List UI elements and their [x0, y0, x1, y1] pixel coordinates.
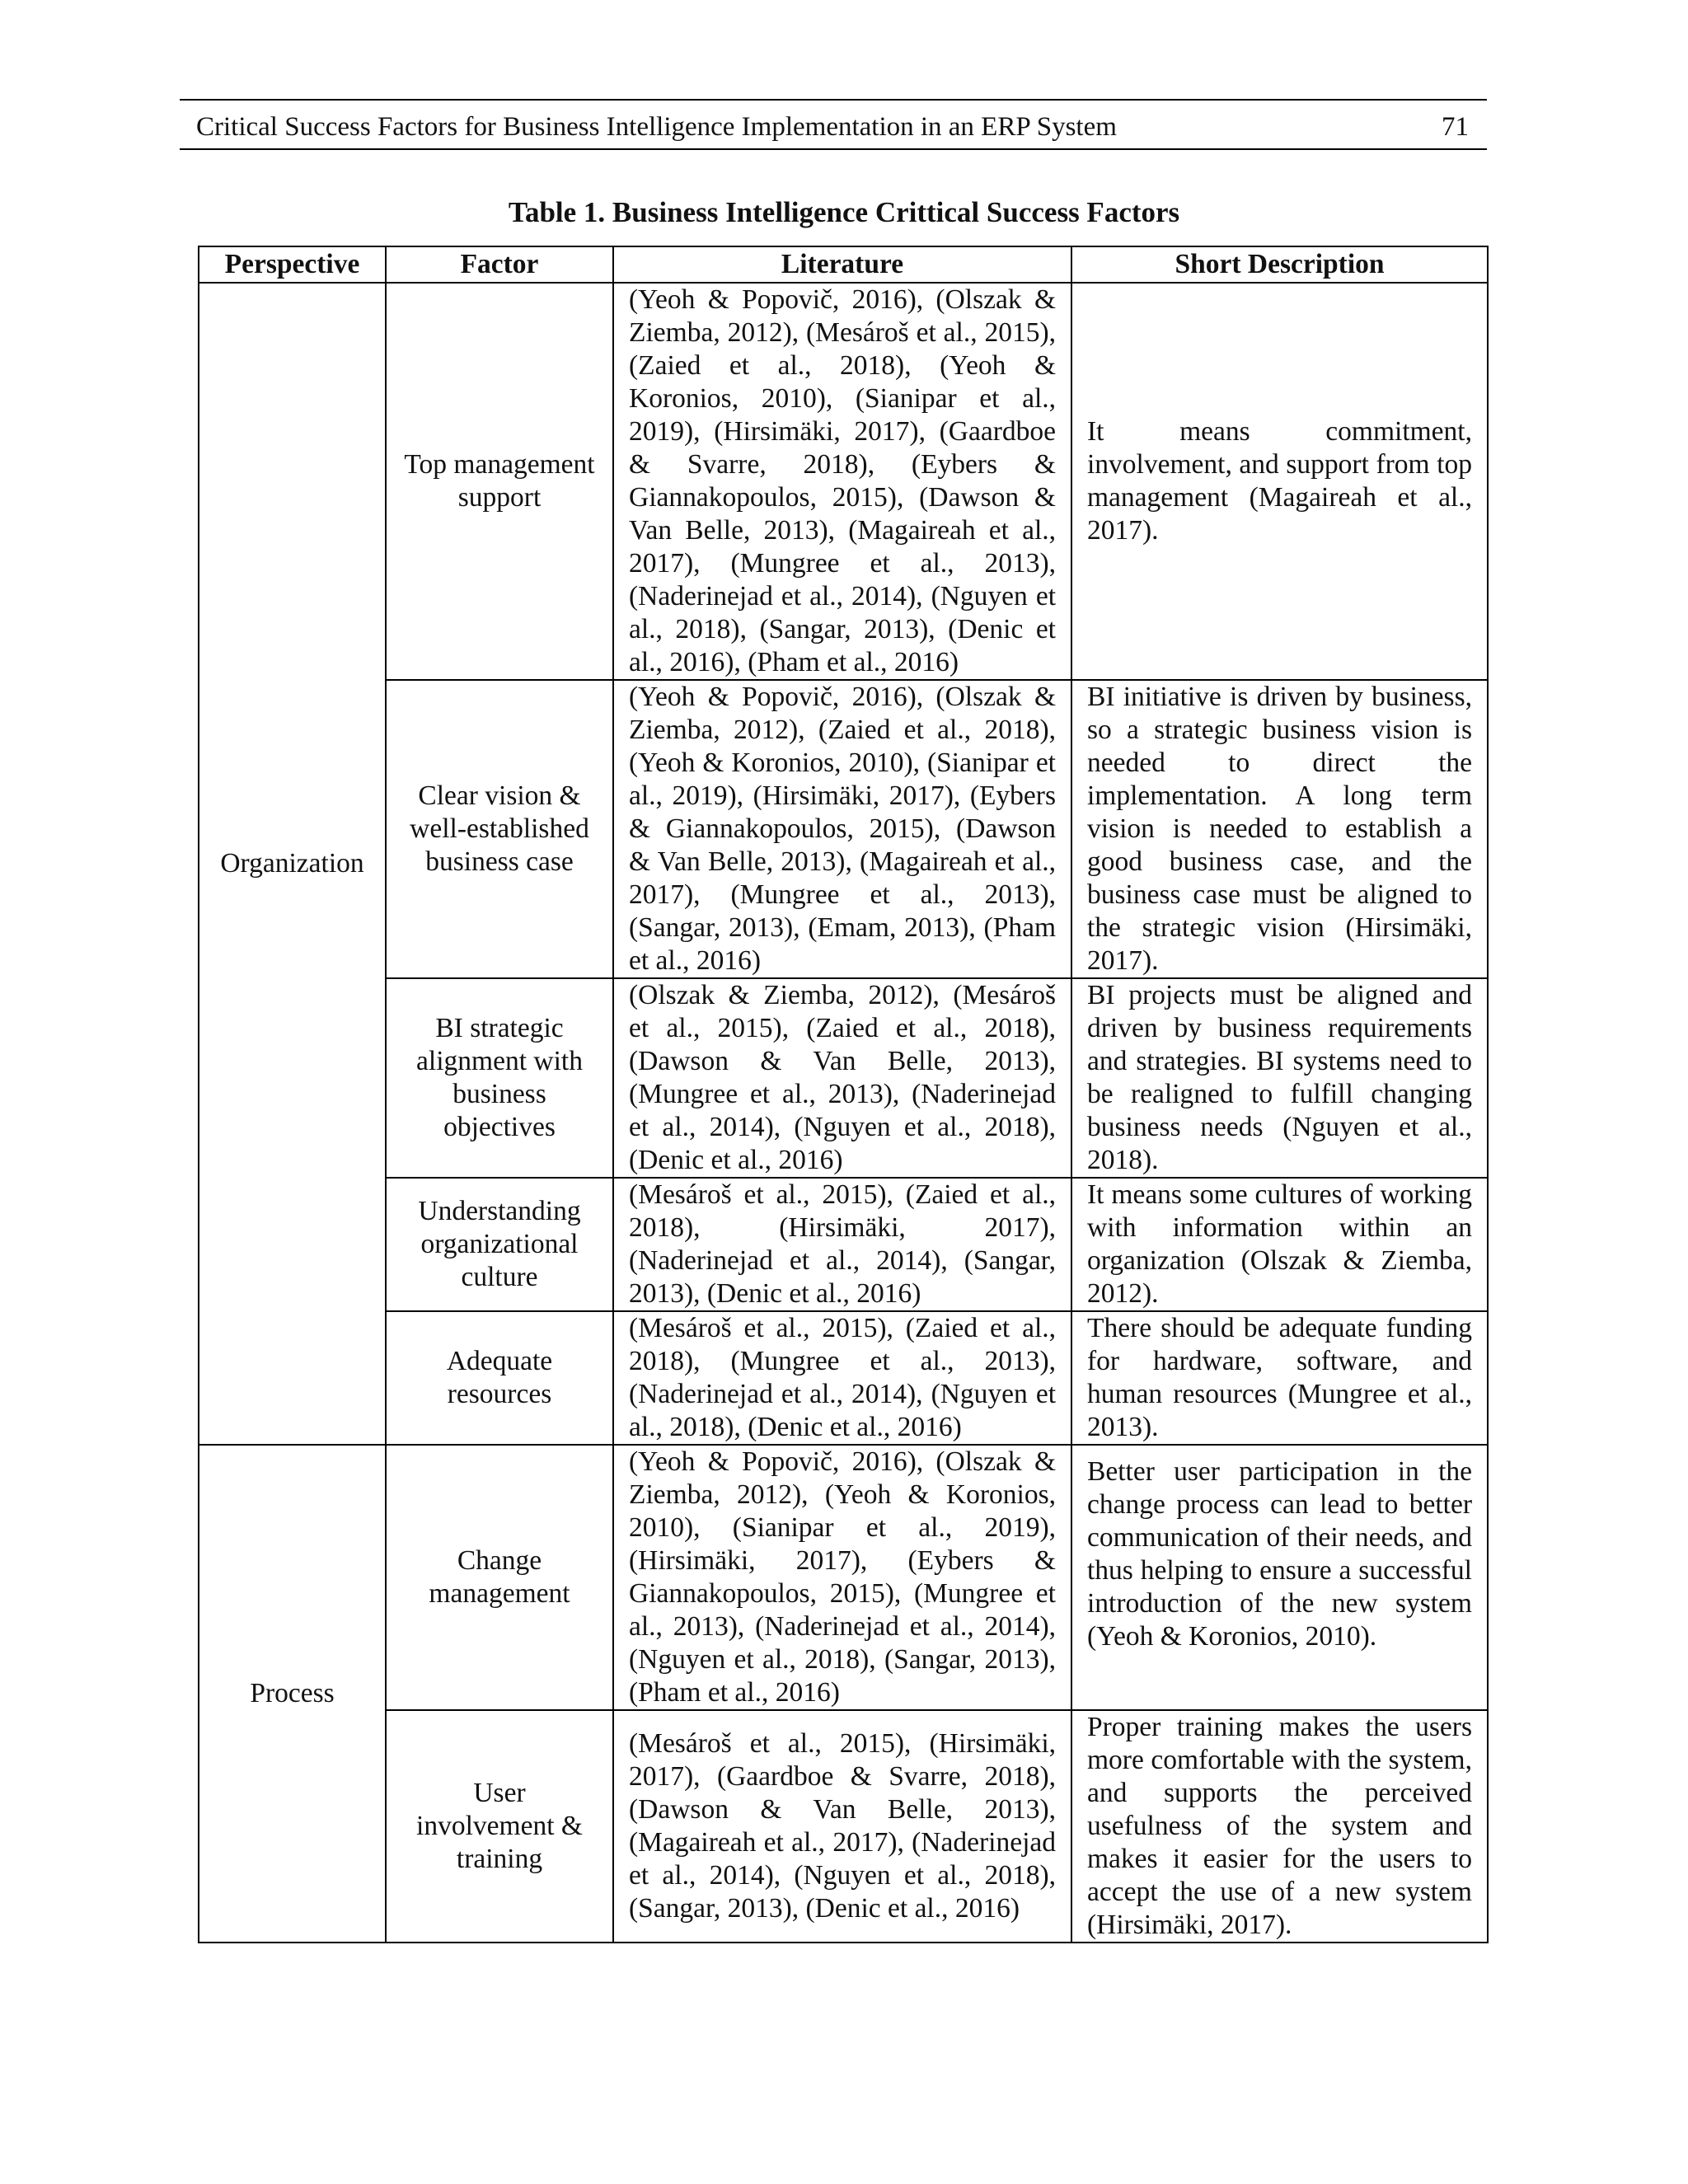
- description-cell: BI projects must be aligned and driven by business requirements and strategies. BI systems need to be realigned to fulfill changing business needs (Nguyen et al., 2018).: [1071, 978, 1488, 1178]
- column-header-short-description: Short Description: [1071, 246, 1488, 283]
- column-header-factor: Factor: [386, 246, 613, 283]
- description-cell: It means commitment, involvement, and support from top management (Magaireah et al., 2017).: [1071, 283, 1488, 680]
- perspective-cell-process: Process: [199, 1445, 386, 1943]
- literature-cell: (Olszak & Ziemba, 2012), (Mesároš et al., 2015), (Zaied et al., 2018), (Dawson & Van Belle, 2013), (Mungree et al., 2013), (Naderinejad et al., 2014), (Nguyen et al., 2018), (Denic et al., 2016): [613, 978, 1071, 1178]
- literature-cell: (Mesároš et al., 2015), (Hirsimäki, 2017), (Gaardboe & Svarre, 2018), (Dawson & Van Belle, 2013), (Magaireah et al., 2017), (Naderinejad et al., 2014), (Nguyen et al., 2018), (Sangar, 2013), (Denic et al., 2016): [613, 1710, 1071, 1943]
- factor-cell: Adequate resources: [386, 1311, 613, 1445]
- literature-cell: (Mesároš et al., 2015), (Zaied et al., 2018), (Mungree et al., 2013), (Naderinejad et al., 2014), (Nguyen et al., 2018), (Denic et al., 2016): [613, 1311, 1071, 1445]
- table-row: [199, 1445, 1488, 1710]
- factor-cell: Understanding organizational culture: [386, 1178, 613, 1311]
- factor-cell: Change management: [386, 1445, 613, 1710]
- factor-cell: Clear vision & well-established business case: [386, 680, 613, 978]
- description-cell: Better user participation in the change process can lead to better communication of their needs, and thus helping to ensure a successful introduction of the new system (Yeoh & Koronios, 2010).: [1071, 1445, 1488, 1710]
- running-title: Critical Success Factors for Business Intelligence Implementation in an ERP System: [196, 112, 1117, 142]
- factor-cell: BI strategic alignment with business objectives: [386, 978, 613, 1178]
- table-row: [199, 283, 1488, 680]
- running-header: [180, 99, 1487, 150]
- csf-table: [198, 246, 1489, 1943]
- table-row: [199, 680, 1488, 978]
- table-header-row: [199, 246, 1488, 283]
- table-row: [199, 1311, 1488, 1445]
- literature-cell: (Mesároš et al., 2015), (Zaied et al., 2018), (Hirsimäki, 2017), (Naderinejad et al., 2014), (Sangar, 2013), (Denic et al., 2016): [613, 1178, 1071, 1311]
- description-cell: Proper training makes the users more comfortable with the system, and supports the perceived usefulness of the system and makes it easier for the users to accept the use of a new system (Hirsimäki, 2017).: [1071, 1710, 1488, 1943]
- literature-cell: (Yeoh & Popovič, 2016), (Olszak & Ziemba, 2012), (Zaied et al., 2018), (Yeoh & Koronios, 2010), (Sianipar et al., 2019), (Hirsimäki, 2017), (Eybers & Giannakopoulos, 2015), (Dawson & Van Belle, 2013), (Magaireah et al., 2017), (Mungree et al., 2013), (Sangar, 2013), (Emam, 2013), (Pham et al., 2016): [613, 680, 1071, 978]
- literature-cell: (Yeoh & Popovič, 2016), (Olszak & Ziemba, 2012), (Mesároš et al., 2015), (Zaied et al., 2018), (Yeoh & Koronios, 2010), (Sianipar et al., 2019), (Hirsimäki, 2017), (Gaardboe & Svarre, 2018), (Eybers & Giannakopoulos, 2015), (Dawson & Van Belle, 2013), (Magaireah et al., 2017), (Mungree et al., 2013), (Naderinejad et al., 2014), (Nguyen et al., 2018), (Sangar, 2013), (Denic et al., 2016), (Pham et al., 2016): [613, 283, 1071, 680]
- column-header-perspective: Perspective: [199, 246, 386, 283]
- factor-cell: Top management support: [386, 283, 613, 680]
- description-cell: There should be adequate funding for hardware, software, and human resources (Mungree et al., 2013).: [1071, 1311, 1488, 1445]
- literature-cell: (Yeoh & Popovič, 2016), (Olszak & Ziemba, 2012), (Yeoh & Koronios, 2010), (Sianipar et al., 2019), (Hirsimäki, 2017), (Eybers & Giannakopoulos, 2015), (Mungree et al., 2013), (Naderinejad et al., 2014), (Nguyen et al., 2018), (Sangar, 2013), (Pham et al., 2016): [613, 1445, 1071, 1710]
- table-row: [199, 978, 1488, 1178]
- perspective-cell-organization: Organization: [199, 283, 386, 1445]
- table-row: [199, 1710, 1488, 1943]
- table-caption: Table 1. Business Intelligence Crittical Success Factors: [508, 196, 1180, 228]
- description-cell: BI initiative is driven by business, so a strategic business vision is needed to direct the implementation. A long term vision is needed to establish a good business case, and the business case must be aligned to the strategic vision (Hirsimäki, 2017).: [1071, 680, 1488, 978]
- factor-cell: User involvement & training: [386, 1710, 613, 1943]
- description-cell: It means some cultures of working with information within an organization (Olszak & Ziemba, 2012).: [1071, 1178, 1488, 1311]
- page-number: 71: [1442, 112, 1469, 142]
- column-header-literature: Literature: [613, 246, 1071, 283]
- table-row: [199, 1178, 1488, 1311]
